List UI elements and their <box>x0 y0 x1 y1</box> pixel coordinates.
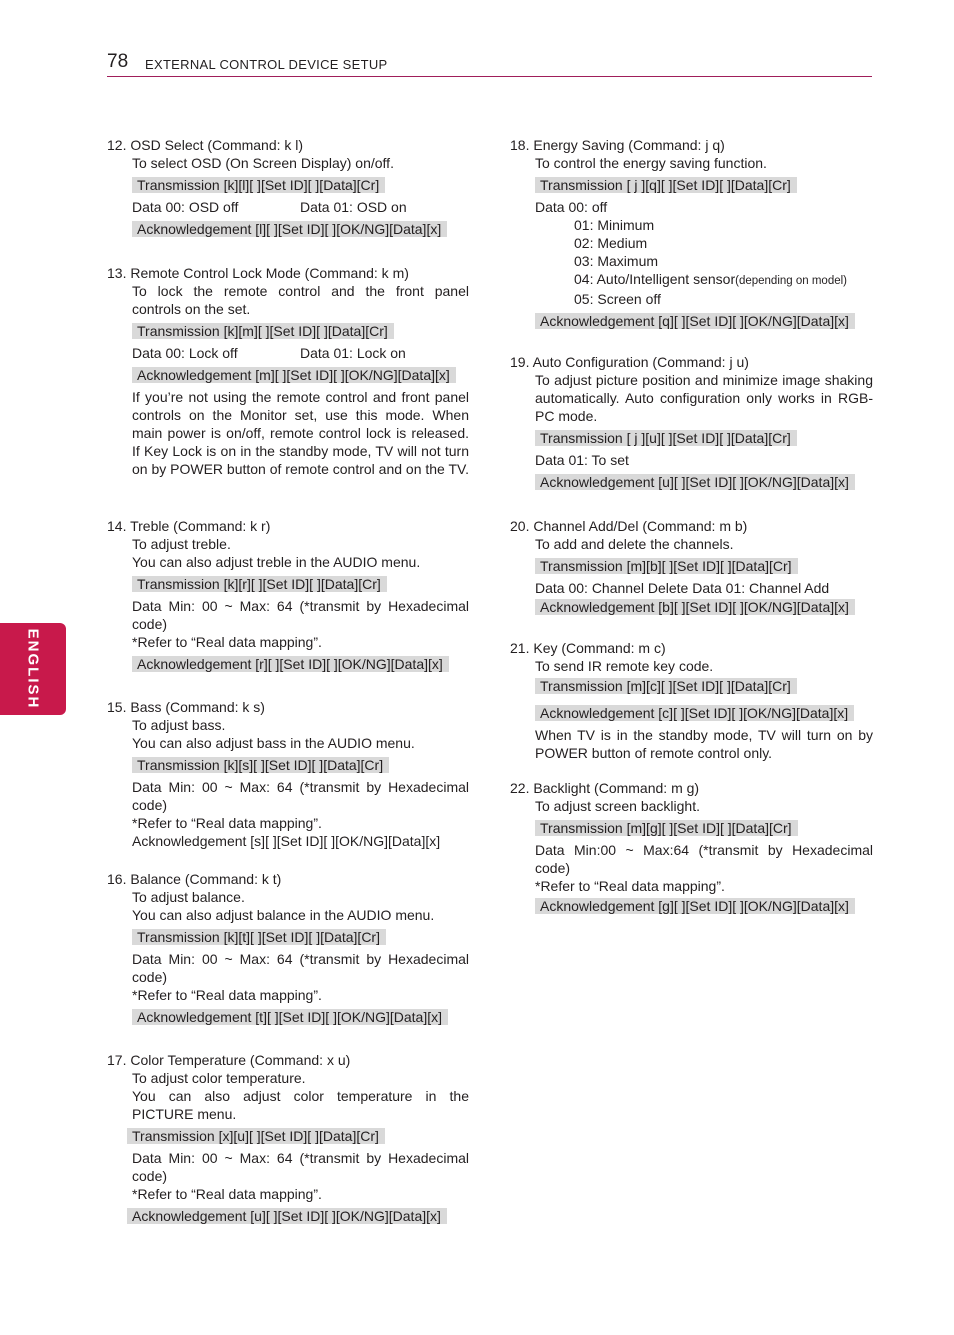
section-desc: You can also adjust balance in the AUDIO menu. <box>132 907 435 923</box>
acknowledgement-code: Acknowledgement [m][ ][Set ID][ ][OK/NG][Data][x] <box>132 367 456 383</box>
data-value: Data 01: Lock on <box>300 345 406 361</box>
section-channel-add-del <box>510 517 873 620</box>
section-bass <box>107 698 469 850</box>
data-range: Data Min: 00 ~ Max: 64 (*transmit by Hexadecimal code) <box>132 1150 469 1184</box>
section-title: 20. Channel Add/Del (Command: m b) <box>510 518 748 534</box>
acknowledgement-code: Acknowledgement [g][ ][Set ID][ ][OK/NG][Data][x] <box>535 898 855 914</box>
section-desc: To adjust color temperature. <box>132 1070 306 1086</box>
section-color-temperature <box>107 1051 469 1229</box>
section-title: 14. Treble (Command: k r) <box>107 518 271 534</box>
data-range: Data Min: 00 ~ Max: 64 (*transmit by Hexadecimal code) <box>132 779 469 813</box>
acknowledgement-code: Acknowledgement [u][ ][Set ID][ ][OK/NG][Data][x] <box>127 1208 447 1224</box>
transmission-code: Transmission [k][m][ ][Set ID][ ][Data][Cr] <box>132 323 394 339</box>
data-value: Data 00: OSD off <box>132 199 239 215</box>
data-range: Data Min: 00 ~ Max: 64 (*transmit by Hexadecimal code) <box>132 598 469 632</box>
section-desc: To lock the remote control and the front panel <box>132 283 469 299</box>
data-value: Data 00: Lock off <box>132 345 238 361</box>
data-mapping-ref: *Refer to “Real data mapping”. <box>132 987 322 1003</box>
data-value: 01: Minimum <box>574 217 655 233</box>
section-desc: To adjust bass. <box>132 717 226 733</box>
section-desc: PICTURE menu. <box>132 1106 237 1122</box>
section-title: 12. OSD Select (Command: k l) <box>107 137 304 153</box>
section-note: When TV is in the standby mode, TV will turn on by POWER button of remote control only. <box>535 727 873 761</box>
data-value: 05: Screen off <box>574 291 661 307</box>
section-desc: To select OSD (On Screen Display) on/off. <box>132 155 394 171</box>
acknowledgement-code: Acknowledgement [s][ ][Set ID][ ][OK/NG][Data][x] <box>132 833 441 849</box>
section-desc: To add and delete the channels. <box>535 536 734 552</box>
data-values <box>132 344 469 362</box>
section-desc: To control the energy saving function. <box>535 155 767 171</box>
section-note: If you’re not using the remote control and front panel controls on the Monitor set, use this mode. When main power is on/off, remote control lock is released. If Key Lock is on in the standby mode, TV will not turn on by POWER button of remote control and on the TV. <box>132 389 469 477</box>
transmission-code: Transmission [ j ][u][ ][Set ID][ ][Data][Cr] <box>535 430 797 446</box>
section-key <box>510 639 873 762</box>
section-title: 21. Key (Command: m c) <box>510 640 666 656</box>
acknowledgement-code: Acknowledgement [q][ ][Set ID][ ][OK/NG][Data][x] <box>535 313 855 329</box>
data-value: Data 01: To set <box>535 452 629 468</box>
section-backlight <box>510 779 873 919</box>
section-title: 15. Bass (Command: k s) <box>107 699 265 715</box>
acknowledgement-code: Acknowledgement [b][ ][Set ID][ ][OK/NG][Data][x] <box>535 599 855 615</box>
transmission-code: Transmission [k][r][ ][Set ID][ ][Data][Cr] <box>132 576 387 592</box>
section-desc: To adjust screen backlight. <box>535 798 700 814</box>
header-title: EXTERNAL CONTROL DEVICE SETUP <box>145 57 388 72</box>
language-tab-label: ENGLISH <box>24 628 42 710</box>
data-value: 04: Auto/Intelligent sensor <box>574 271 736 287</box>
section-title: 18. Energy Saving (Command: j q) <box>510 137 725 153</box>
transmission-code: Transmission [m][g][ ][Set ID][ ][Data][Cr] <box>535 820 798 836</box>
data-value-row <box>574 270 873 290</box>
data-value: Data 00: off <box>535 199 608 215</box>
section-title: 22. Backlight (Command: m g) <box>510 780 700 796</box>
data-range: Data Min:00 ~ Max:64 (*transmit by Hexadecimal code) <box>535 842 873 876</box>
transmission-code: Transmission [x][u][ ][Set ID][ ][Data][Cr] <box>127 1128 385 1144</box>
data-range: Data Min: 00 ~ Max: 64 (*transmit by Hexadecimal code) <box>132 951 469 985</box>
data-mapping-ref: *Refer to “Real data mapping”. <box>535 878 725 894</box>
transmission-code: Transmission [m][b][ ][Set ID][ ][Data][Cr] <box>535 558 798 574</box>
data-mapping-ref: *Refer to “Real data mapping”. <box>132 815 322 831</box>
language-tab <box>0 623 66 715</box>
data-mapping-ref: *Refer to “Real data mapping”. <box>132 634 322 650</box>
section-title: 17. Color Temperature (Command: x u) <box>107 1052 351 1068</box>
acknowledgement-code: Acknowledgement [c][ ][Set ID][ ][OK/NG][Data][x] <box>535 705 854 721</box>
transmission-code: Transmission [k][s][ ][Set ID][ ][Data][Cr] <box>132 757 389 773</box>
section-title: 16. Balance (Command: k t) <box>107 871 282 887</box>
section-title: 19. Auto Configuration (Command: j u) <box>510 354 749 370</box>
section-desc: To adjust balance. <box>132 889 245 905</box>
section-auto-configuration <box>510 353 873 495</box>
data-value: 03: Maximum <box>574 253 659 269</box>
data-value: 02: Medium <box>574 235 648 251</box>
section-energy-saving <box>510 136 873 334</box>
section-desc: You can also adjust bass in the AUDIO menu. <box>132 735 415 751</box>
section-balance <box>107 870 469 1030</box>
data-value: Data 00: Channel Delete Data 01: Channel Add <box>535 580 830 596</box>
data-mapping-ref: *Refer to “Real data mapping”. <box>132 1186 322 1202</box>
transmission-code: Transmission [k][t][ ][Set ID][ ][Data][Cr] <box>132 929 386 945</box>
section-desc: To adjust treble. <box>132 536 231 552</box>
section-remote-lock <box>107 264 469 478</box>
acknowledgement-code: Acknowledgement [u][ ][Set ID][ ][OK/NG][Data][x] <box>535 474 855 490</box>
section-desc: To adjust picture position and minimize image shaking automatically. Auto configuration only works in RGB-PC mode. <box>535 372 873 424</box>
section-desc: You can also adjust treble in the AUDIO menu. <box>132 554 421 570</box>
acknowledgement-code: Acknowledgement [t][ ][Set ID][ ][OK/NG][Data][x] <box>132 1009 448 1025</box>
page-number: 78 <box>107 51 129 72</box>
page-header <box>107 50 872 77</box>
section-treble <box>107 517 469 677</box>
transmission-code: Transmission [m][c][ ][Set ID][ ][Data][Cr] <box>535 678 797 694</box>
model-note: (depending on model) <box>735 275 847 287</box>
transmission-code: Transmission [ j ][q][ ][Set ID][ ][Data][Cr] <box>535 177 797 193</box>
data-value: Data 01: OSD on <box>300 199 407 215</box>
section-osd-select <box>107 136 469 242</box>
acknowledgement-code: Acknowledgement [r][ ][Set ID][ ][OK/NG][Data][x] <box>132 656 449 672</box>
acknowledgement-code: Acknowledgement [l][ ][Set ID][ ][OK/NG][Data][x] <box>132 221 447 237</box>
section-title: 13. Remote Control Lock Mode (Command: k m) <box>107 265 409 281</box>
section-desc: controls on the set. <box>132 301 251 317</box>
section-desc: To send IR remote key code. <box>535 658 714 674</box>
section-desc: You can also adjust color temperature in the <box>132 1088 469 1104</box>
data-values <box>132 198 469 216</box>
transmission-code: Transmission [k][l][ ][Set ID][ ][Data][Cr] <box>132 177 385 193</box>
